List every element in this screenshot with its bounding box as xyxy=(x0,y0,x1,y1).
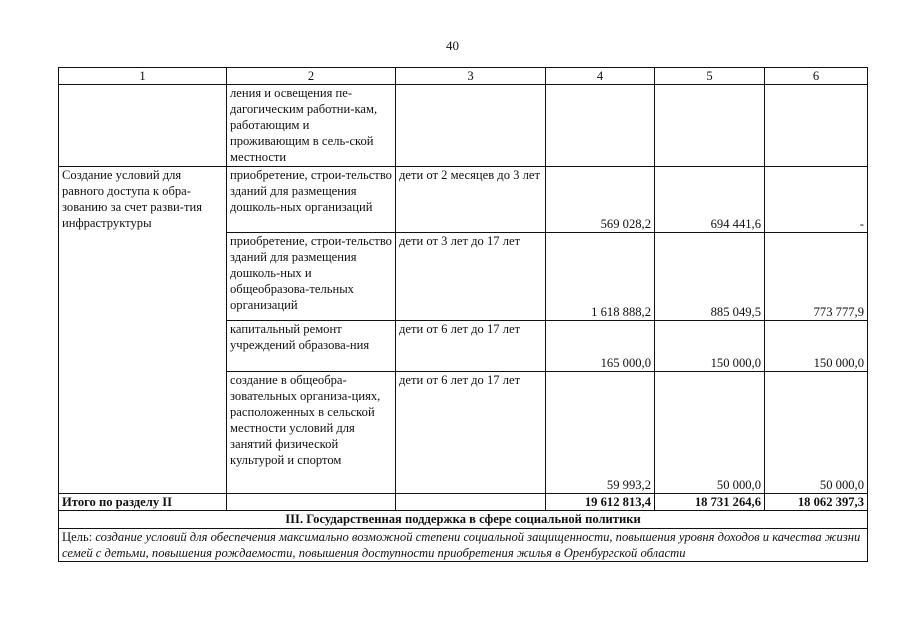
total-value: 18 731 264,6 xyxy=(655,494,765,511)
value-cell: 165 000,0 xyxy=(546,321,655,372)
goal-text: создание условий для обеспечения максимально возможной степени социальной защищенности, повышения уровня доходов и качества жизни семей с детьми, повышения рождаемости, повышения доступности приобретения жилья в Оренбургской области xyxy=(62,530,861,560)
column-number-row xyxy=(59,68,868,85)
measure-cell: приобретение, строи-тельство зданий для размещения дошколь-ных и общеобразова-тельных организаций xyxy=(227,233,396,321)
table-cell xyxy=(396,85,546,167)
table-cell xyxy=(655,85,765,167)
target-group-cell: дети от 6 лет до 17 лет xyxy=(396,321,546,372)
total-label: Итого по разделу II xyxy=(59,494,227,511)
table-cell xyxy=(546,85,655,167)
value-cell: 773 777,9 xyxy=(765,233,868,321)
measure-cell: ления и освещения пе-дагогическим работни-кам, работающим и проживающим в сель-ской местности xyxy=(227,85,396,167)
target-group-cell: дети от 6 лет до 17 лет xyxy=(396,372,546,494)
value-cell: 150 000,0 xyxy=(655,321,765,372)
column-header: 6 xyxy=(765,68,868,85)
column-header: 4 xyxy=(546,68,655,85)
table-cell xyxy=(396,494,546,511)
column-header: 5 xyxy=(655,68,765,85)
goal-row xyxy=(59,529,868,562)
value-cell: 885 049,5 xyxy=(655,233,765,321)
total-value: 18 062 397,3 xyxy=(765,494,868,511)
value-cell: 59 993,2 xyxy=(546,372,655,494)
page-number: 40 xyxy=(446,38,459,53)
goal-cell xyxy=(59,529,868,562)
measure-cell: создание в общеобра-зовательных организа-циях, расположенных в сельской местности условий для занятий физической культурой и спортом xyxy=(227,372,396,494)
table-cell xyxy=(59,85,227,167)
section-heading-row xyxy=(59,511,868,529)
value-cell: 694 441,6 xyxy=(655,167,765,233)
table-row xyxy=(59,85,868,167)
value-cell: 1 618 888,2 xyxy=(546,233,655,321)
value-cell: 50 000,0 xyxy=(655,372,765,494)
measure-cell: капитальный ремонт учреждений образова-ния xyxy=(227,321,396,372)
direction-cell: Создание условий для равного доступа к обра-зованию за счет разви-тия инфраструктуры xyxy=(59,167,227,494)
target-group-cell: дети от 2 месяцев до 3 лет xyxy=(396,167,546,233)
measure-cell: приобретение, строи-тельство зданий для размещения дошколь-ных организаций xyxy=(227,167,396,233)
column-header: 2 xyxy=(227,68,396,85)
total-row xyxy=(59,494,868,511)
total-value: 19 612 813,4 xyxy=(546,494,655,511)
section-heading: III. Государственная поддержка в сфере социальной политики xyxy=(59,511,868,529)
value-cell: - xyxy=(765,167,868,233)
column-header: 3 xyxy=(396,68,546,85)
value-cell: 569 028,2 xyxy=(546,167,655,233)
table-row xyxy=(59,167,868,233)
value-cell: 150 000,0 xyxy=(765,321,868,372)
column-header: 1 xyxy=(59,68,227,85)
goal-label: Цель: xyxy=(62,530,93,544)
value-cell: 50 000,0 xyxy=(765,372,868,494)
table-cell xyxy=(765,85,868,167)
table-cell xyxy=(227,494,396,511)
target-group-cell: дети от 3 лет до 17 лет xyxy=(396,233,546,321)
budget-table xyxy=(58,67,868,562)
